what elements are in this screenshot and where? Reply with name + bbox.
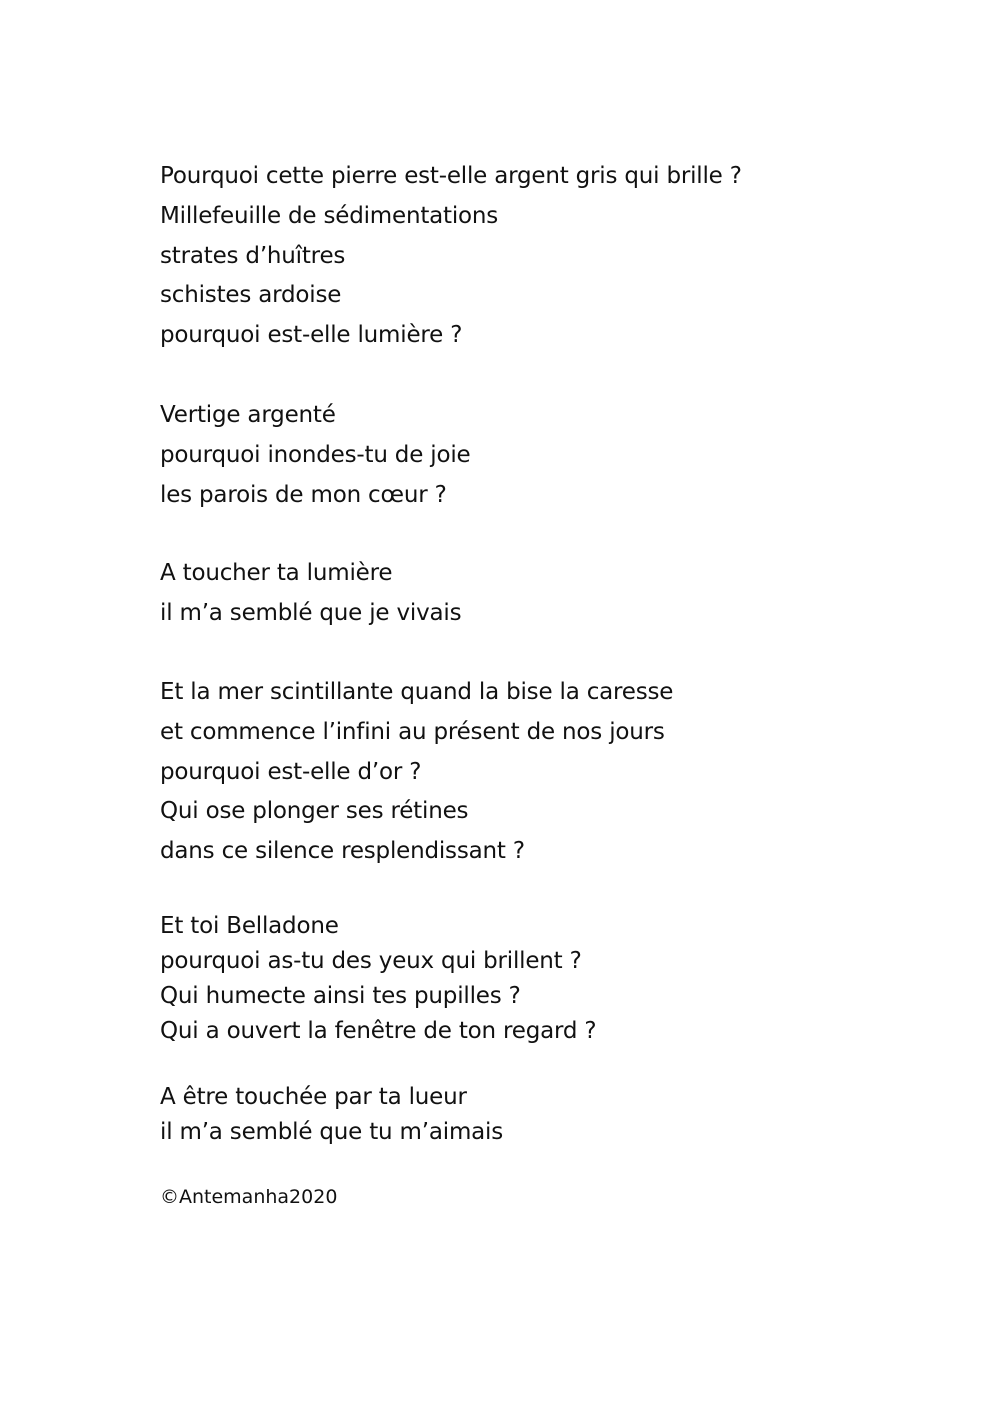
poem-line: strates d’huîtres bbox=[160, 242, 346, 269]
poem-line: Pourquoi cette pierre est-elle argent gris qui brille ? bbox=[160, 163, 742, 189]
poem-line: Qui ose plonger ses rétines bbox=[160, 798, 469, 825]
poem-line: Millefeuille de sédimentations bbox=[160, 202, 499, 229]
poem-line: schistes ardoise bbox=[160, 282, 342, 309]
copyright-notice: ©Antemanha2020 bbox=[160, 1186, 338, 1208]
poem-line: pourquoi est-elle lumière ? bbox=[160, 322, 463, 349]
poem-line: pourquoi as-tu des yeux qui brillent ? bbox=[160, 948, 582, 974]
poem-line: Vertige argenté bbox=[160, 402, 336, 428]
stanza-3 bbox=[160, 554, 461, 634]
poem-line: il m’a semblé que tu m’aimais bbox=[160, 1119, 504, 1145]
stanza-1 bbox=[160, 157, 742, 356]
stanza-5 bbox=[160, 909, 596, 1049]
poem-line: pourquoi est-elle d’or ? bbox=[160, 758, 422, 785]
poem-line: Et toi Belladone bbox=[160, 913, 339, 939]
stanza-4 bbox=[160, 673, 673, 872]
poem-line: Qui humecte ainsi tes pupilles ? bbox=[160, 983, 521, 1009]
poem-line: A être touchée par ta lueur bbox=[160, 1084, 467, 1110]
poem-line: pourquoi inondes-tu de joie bbox=[160, 441, 471, 468]
poem-line: les parois de mon cœur ? bbox=[160, 481, 447, 508]
poem-line: dans ce silence resplendissant ? bbox=[160, 838, 525, 865]
poem-line: Et la mer scintillante quand la bise la caresse bbox=[160, 679, 674, 705]
stanza-2 bbox=[160, 396, 470, 515]
poem-line: et commence l’infini au présent de nos jours bbox=[160, 718, 665, 745]
stanza-6 bbox=[160, 1080, 503, 1150]
poem-line: A toucher ta lumière bbox=[160, 560, 393, 586]
poem-line: il m’a semblé que je vivais bbox=[160, 599, 462, 626]
poem-line: Qui a ouvert la fenêtre de ton regard ? bbox=[160, 1018, 597, 1044]
